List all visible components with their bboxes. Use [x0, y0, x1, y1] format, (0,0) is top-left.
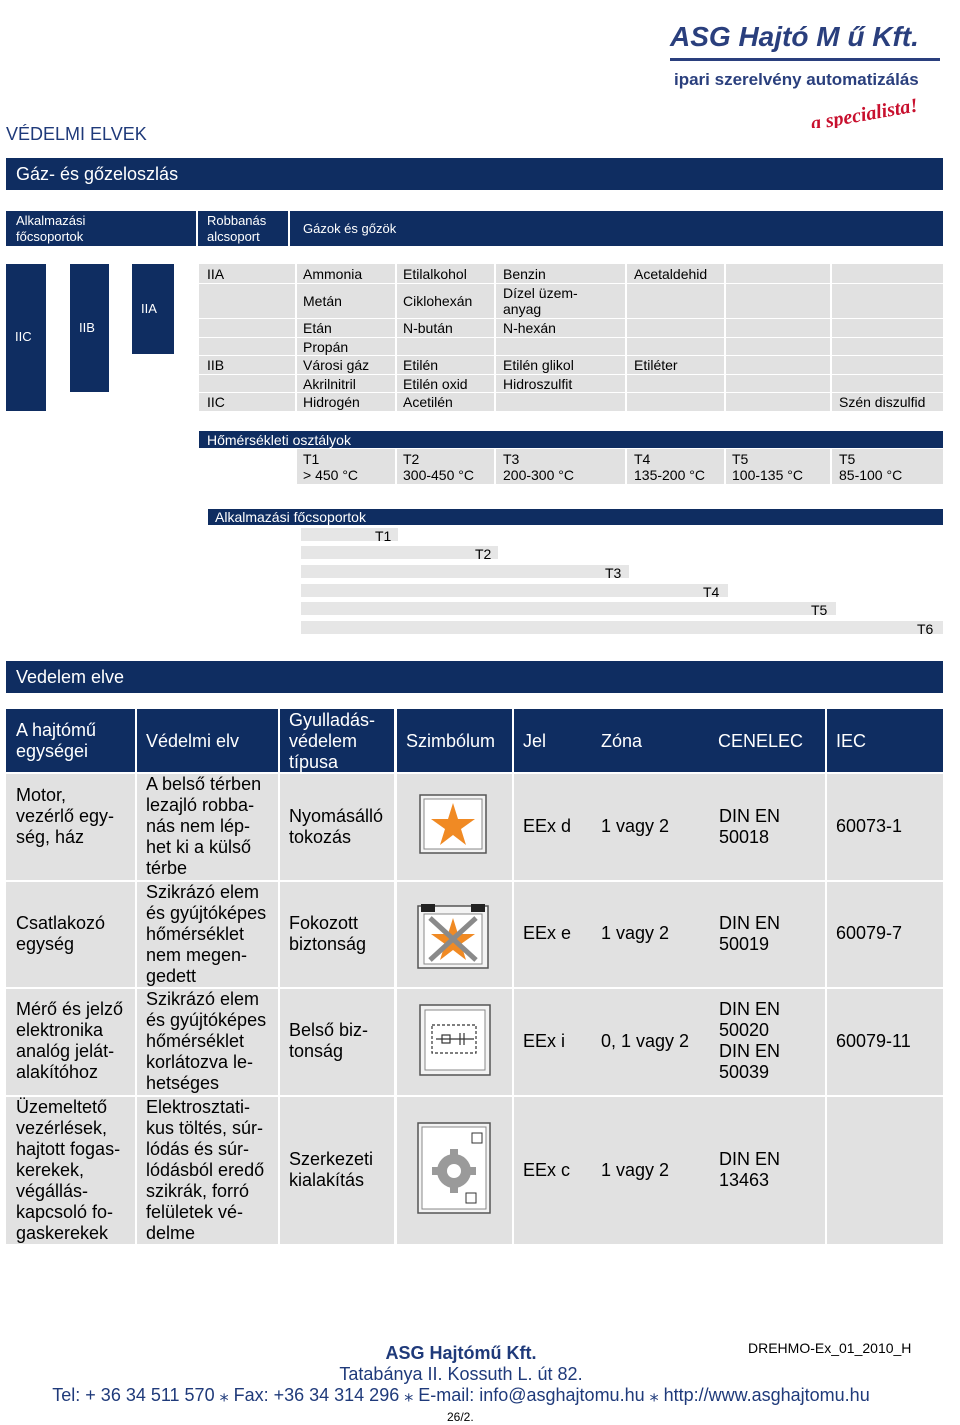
- gas-cell: Ciklohexán: [403, 293, 473, 309]
- group-bar-label: T1: [375, 528, 392, 544]
- group-bar-label: T5: [811, 602, 828, 618]
- temp-class-range: 135-200 °C: [634, 467, 705, 483]
- col-sep: [512, 774, 514, 1244]
- prot-zone: 1 vagy 2: [601, 1160, 670, 1180]
- col-sep: [830, 264, 832, 411]
- temp-class-cell: [403, 451, 474, 483]
- gas-cell: Acetaldehid: [634, 265, 708, 282]
- prot-zone: 0, 1 vagy 2: [601, 1031, 690, 1051]
- prot-unit: Csatlakozó egység: [16, 913, 106, 954]
- header-subgroup-label: Robbanás alcsoport: [207, 212, 267, 244]
- group-bar-t6: [301, 621, 943, 635]
- gas-cell: Városi gáz: [303, 357, 370, 373]
- logo-subtitle: ipari szerelvény automatizálás: [674, 70, 919, 89]
- prot-type: Nyomásálló tokozás: [289, 806, 384, 847]
- header-gases-label: Gázok és gőzök: [303, 220, 397, 236]
- temp-class-range: 200-300 °C: [503, 467, 574, 483]
- prot-principle: A belső térben lezajló robba-nás nem lép-het ki a külső térbe: [146, 774, 262, 878]
- gas-cell: N-bután: [403, 320, 453, 336]
- prot-header-cell: Védelmi elv: [146, 730, 240, 751]
- col-sep: [395, 449, 397, 484]
- prot-principle: Szikrázó elem és gyújtóképes hőmérséklet nem megen-gedett: [146, 882, 267, 986]
- group-label-iic: IIC: [15, 329, 32, 344]
- temp-class-code: T2: [403, 451, 420, 467]
- gas-subgroup: IIC: [207, 394, 225, 410]
- prot-unit: Motor, vezérlő egy-ség, ház: [16, 785, 115, 847]
- gas-cell: Metán: [303, 293, 342, 309]
- gas-cell: Etilén oxid: [403, 375, 468, 392]
- col-sep: [135, 774, 137, 1244]
- section-header-gas: [6, 158, 943, 190]
- prot-cenelec: DIN EN 50018: [719, 806, 781, 847]
- logo-slogan: ... a specialista!: [789, 94, 920, 128]
- gas-cell: Etiléter: [634, 357, 678, 373]
- prot-sign: EEx d: [523, 816, 572, 836]
- prot-sign: EEx i: [523, 1031, 566, 1051]
- footer-address: Tatabánya II. Kossuth L. út 82.: [339, 1364, 583, 1384]
- col-sep: [625, 264, 627, 411]
- prot-iec: 60079-11: [836, 1031, 911, 1051]
- gas-cell: Hidrogén: [303, 394, 360, 410]
- group-bar-t5: [301, 602, 836, 616]
- prot-zone: 1 vagy 2: [601, 816, 670, 836]
- gas-cell: Propán: [303, 338, 349, 355]
- prot-header-cell: Gyulladás-védelem típusa: [289, 709, 376, 772]
- temp-class-cell: [503, 451, 574, 483]
- group-bar-t4: [301, 584, 728, 598]
- temp-class-range: 85-100 °C: [839, 467, 903, 483]
- temp-class-range: 100-135 °C: [732, 467, 803, 483]
- header-group-label: Alkalmazási főcsoportok: [16, 212, 86, 244]
- group-label-iia: IIA: [141, 301, 157, 316]
- prot-iec: 60073-1: [836, 816, 903, 836]
- prot-type: Fokozott biztonság: [289, 913, 367, 954]
- prot-header-cell: Szimbólum: [406, 730, 496, 751]
- temp-class-code: T5: [839, 451, 856, 467]
- gas-cell: Ammonia: [303, 265, 363, 282]
- gas-cell: Szén diszulfid: [839, 394, 926, 410]
- group-bars-title: Alkalmazási főcsoportok: [215, 509, 366, 525]
- section-header-protection: [6, 661, 943, 693]
- gas-cell: Akrilnitril: [303, 375, 356, 392]
- gas-cell: Acetilén: [403, 394, 453, 410]
- prot-unit: Üzemeltető vezérlések, hajtott fogas-kerekek, végállás-kapcsoló fo-gaskerekek: [16, 1097, 121, 1243]
- footer-company: ASG Hajtómű Kft.: [385, 1343, 537, 1363]
- prot-unit: Mérő és jelző elektronika analóg jelát-alakítóhoz: [16, 999, 124, 1082]
- col-sep: [494, 264, 496, 411]
- gas-cell: Hidroszulfit: [503, 375, 573, 392]
- col-sep: [825, 774, 827, 1244]
- temp-class-code: T5: [732, 451, 749, 467]
- company-logo: [668, 8, 953, 128]
- gas-cell: Dízel üzem-anyag: [503, 285, 578, 317]
- col-sep: [278, 774, 280, 1244]
- col-sep: [394, 774, 397, 1244]
- footer-page: 26/2.: [447, 1410, 474, 1424]
- section-title: Vedelem elve: [16, 666, 125, 687]
- circuit-icon: [418, 1003, 492, 1077]
- temp-class-cell: [634, 451, 705, 483]
- temp-class-cell: [732, 451, 803, 483]
- prot-header-cell: CENELEC: [718, 730, 804, 751]
- group-bar-label: T2: [475, 546, 492, 562]
- prot-sign: EEx e: [523, 923, 572, 943]
- footer-doc-code: DREHMO-Ex_01_2010_H: [748, 1340, 912, 1356]
- col-sep: [494, 449, 496, 484]
- prot-iec: 60079-7: [836, 923, 903, 943]
- col-sep: [625, 449, 627, 484]
- col-sep: [830, 449, 832, 484]
- group-label-iib: IIB: [79, 320, 95, 335]
- gas-subgroup: IIB: [207, 357, 225, 373]
- gas-cell: Etilén glikol: [503, 357, 574, 373]
- star-in-box-icon: [418, 793, 488, 855]
- section-title: Gáz- és gőzeloszlás: [16, 163, 179, 184]
- prot-header-cell: Zóna: [601, 730, 643, 751]
- temp-class-range: > 450 °C: [303, 467, 359, 483]
- gas-subgroup: IIA: [207, 265, 225, 282]
- logo-text: ASG Hajtó M ű Kft.: [670, 21, 919, 52]
- group-bar-label: T6: [917, 621, 934, 637]
- footer-contact: Tel: + 36 34 511 570 ⁎ Fax: +36 34 314 296 ⁎ E-mail: info@asghajtomu.hu ⁎ http://www.asghajtomu.hu: [52, 1385, 870, 1405]
- prot-principle: Elektrosztati-kus töltés, súr-lódás és súr-lódásból eredő szikrák, forró felületek vé-delme: [146, 1097, 265, 1243]
- prot-type: Belső biz-tonság: [289, 1020, 369, 1061]
- group-bar-t3: [301, 565, 629, 579]
- crossed-star-icon: [416, 902, 490, 970]
- gas-cell: N-hexán: [503, 320, 556, 336]
- temp-class-cell: [303, 451, 358, 483]
- prot-type: Szerkezeti kialakítás: [289, 1149, 374, 1190]
- page-title: VÉDELMI ELVEK: [6, 124, 147, 144]
- prot-cenelec: DIN EN 13463: [719, 1149, 781, 1190]
- temp-class-range: 300-450 °C: [403, 467, 474, 483]
- prot-cenelec: DIN EN 50020 DIN EN 50039: [719, 999, 781, 1082]
- group-bar-t2: [301, 546, 498, 560]
- group-bar-label: T3: [605, 565, 622, 581]
- gas-cell: Benzin: [503, 265, 546, 282]
- gas-cell: Etilalkohol: [403, 265, 467, 282]
- temp-class-cell: [839, 451, 902, 483]
- temp-class-code: T1: [303, 451, 320, 467]
- prot-zone: 1 vagy 2: [601, 923, 670, 943]
- group-bar-label: T4: [703, 584, 720, 600]
- prot-header-cell: A hajtómű egységei: [16, 720, 97, 761]
- temp-class-code: T3: [503, 451, 520, 467]
- gear-icon: [416, 1121, 492, 1215]
- prot-cenelec: DIN EN 50019: [719, 913, 781, 954]
- gas-cell: Etán: [303, 320, 332, 336]
- temp-class-title: Hőmérsékleti osztályok: [207, 431, 351, 448]
- col-sep: [724, 264, 726, 411]
- prot-sign: EEx c: [523, 1160, 571, 1180]
- temp-class-code: T4: [634, 451, 651, 467]
- prot-header-cell: IEC: [836, 730, 867, 751]
- prot-principle: Szikrázó elem és gyújtóképes hőmérséklet korlátozva le-hetséges: [146, 989, 267, 1093]
- col-sep: [724, 449, 726, 484]
- gas-cell: Etilén: [403, 357, 439, 373]
- prot-header-cell: Jel: [523, 730, 547, 751]
